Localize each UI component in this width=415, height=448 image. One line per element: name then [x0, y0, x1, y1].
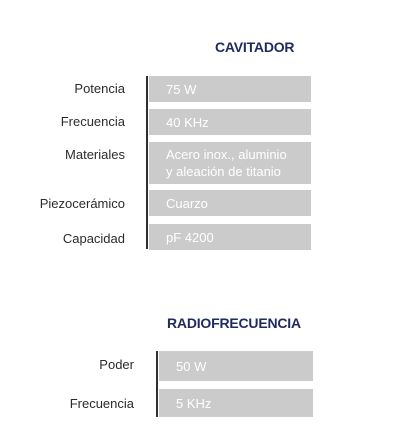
spec-value-frecuencia: 40 KHz [149, 109, 311, 135]
spec-value-potencia: 75 W [149, 76, 311, 102]
cavitador-title: CAVITADOR [215, 39, 295, 55]
spec-value-materiales: Acero inox., aluminio y aleación de titanio [149, 142, 311, 184]
spec-label-materiales: Materiales [65, 147, 125, 162]
spec-value-frecuencia-rf: 5 KHz [159, 389, 313, 417]
spec-label-capacidad: Capacidad [62, 231, 125, 246]
spec-value-capacidad: pF 4200 [149, 224, 311, 250]
spec-label-poder: Poder [99, 357, 134, 372]
spec-label-frecuencia-rf: Frecuencia [69, 396, 134, 411]
spec-value-poder: 50 W [159, 351, 313, 381]
spec-label-piezoceramico: Piezocerámico [39, 196, 125, 211]
spec-value-piezoceramico: Cuarzo [149, 190, 311, 216]
radiofrecuencia-divider [156, 351, 158, 417]
radiofrecuencia-title: RADIOFRECUENCIA [167, 315, 301, 331]
spec-label-potencia: Potencia [74, 81, 125, 96]
spec-label-frecuencia: Frecuencia [60, 114, 125, 129]
